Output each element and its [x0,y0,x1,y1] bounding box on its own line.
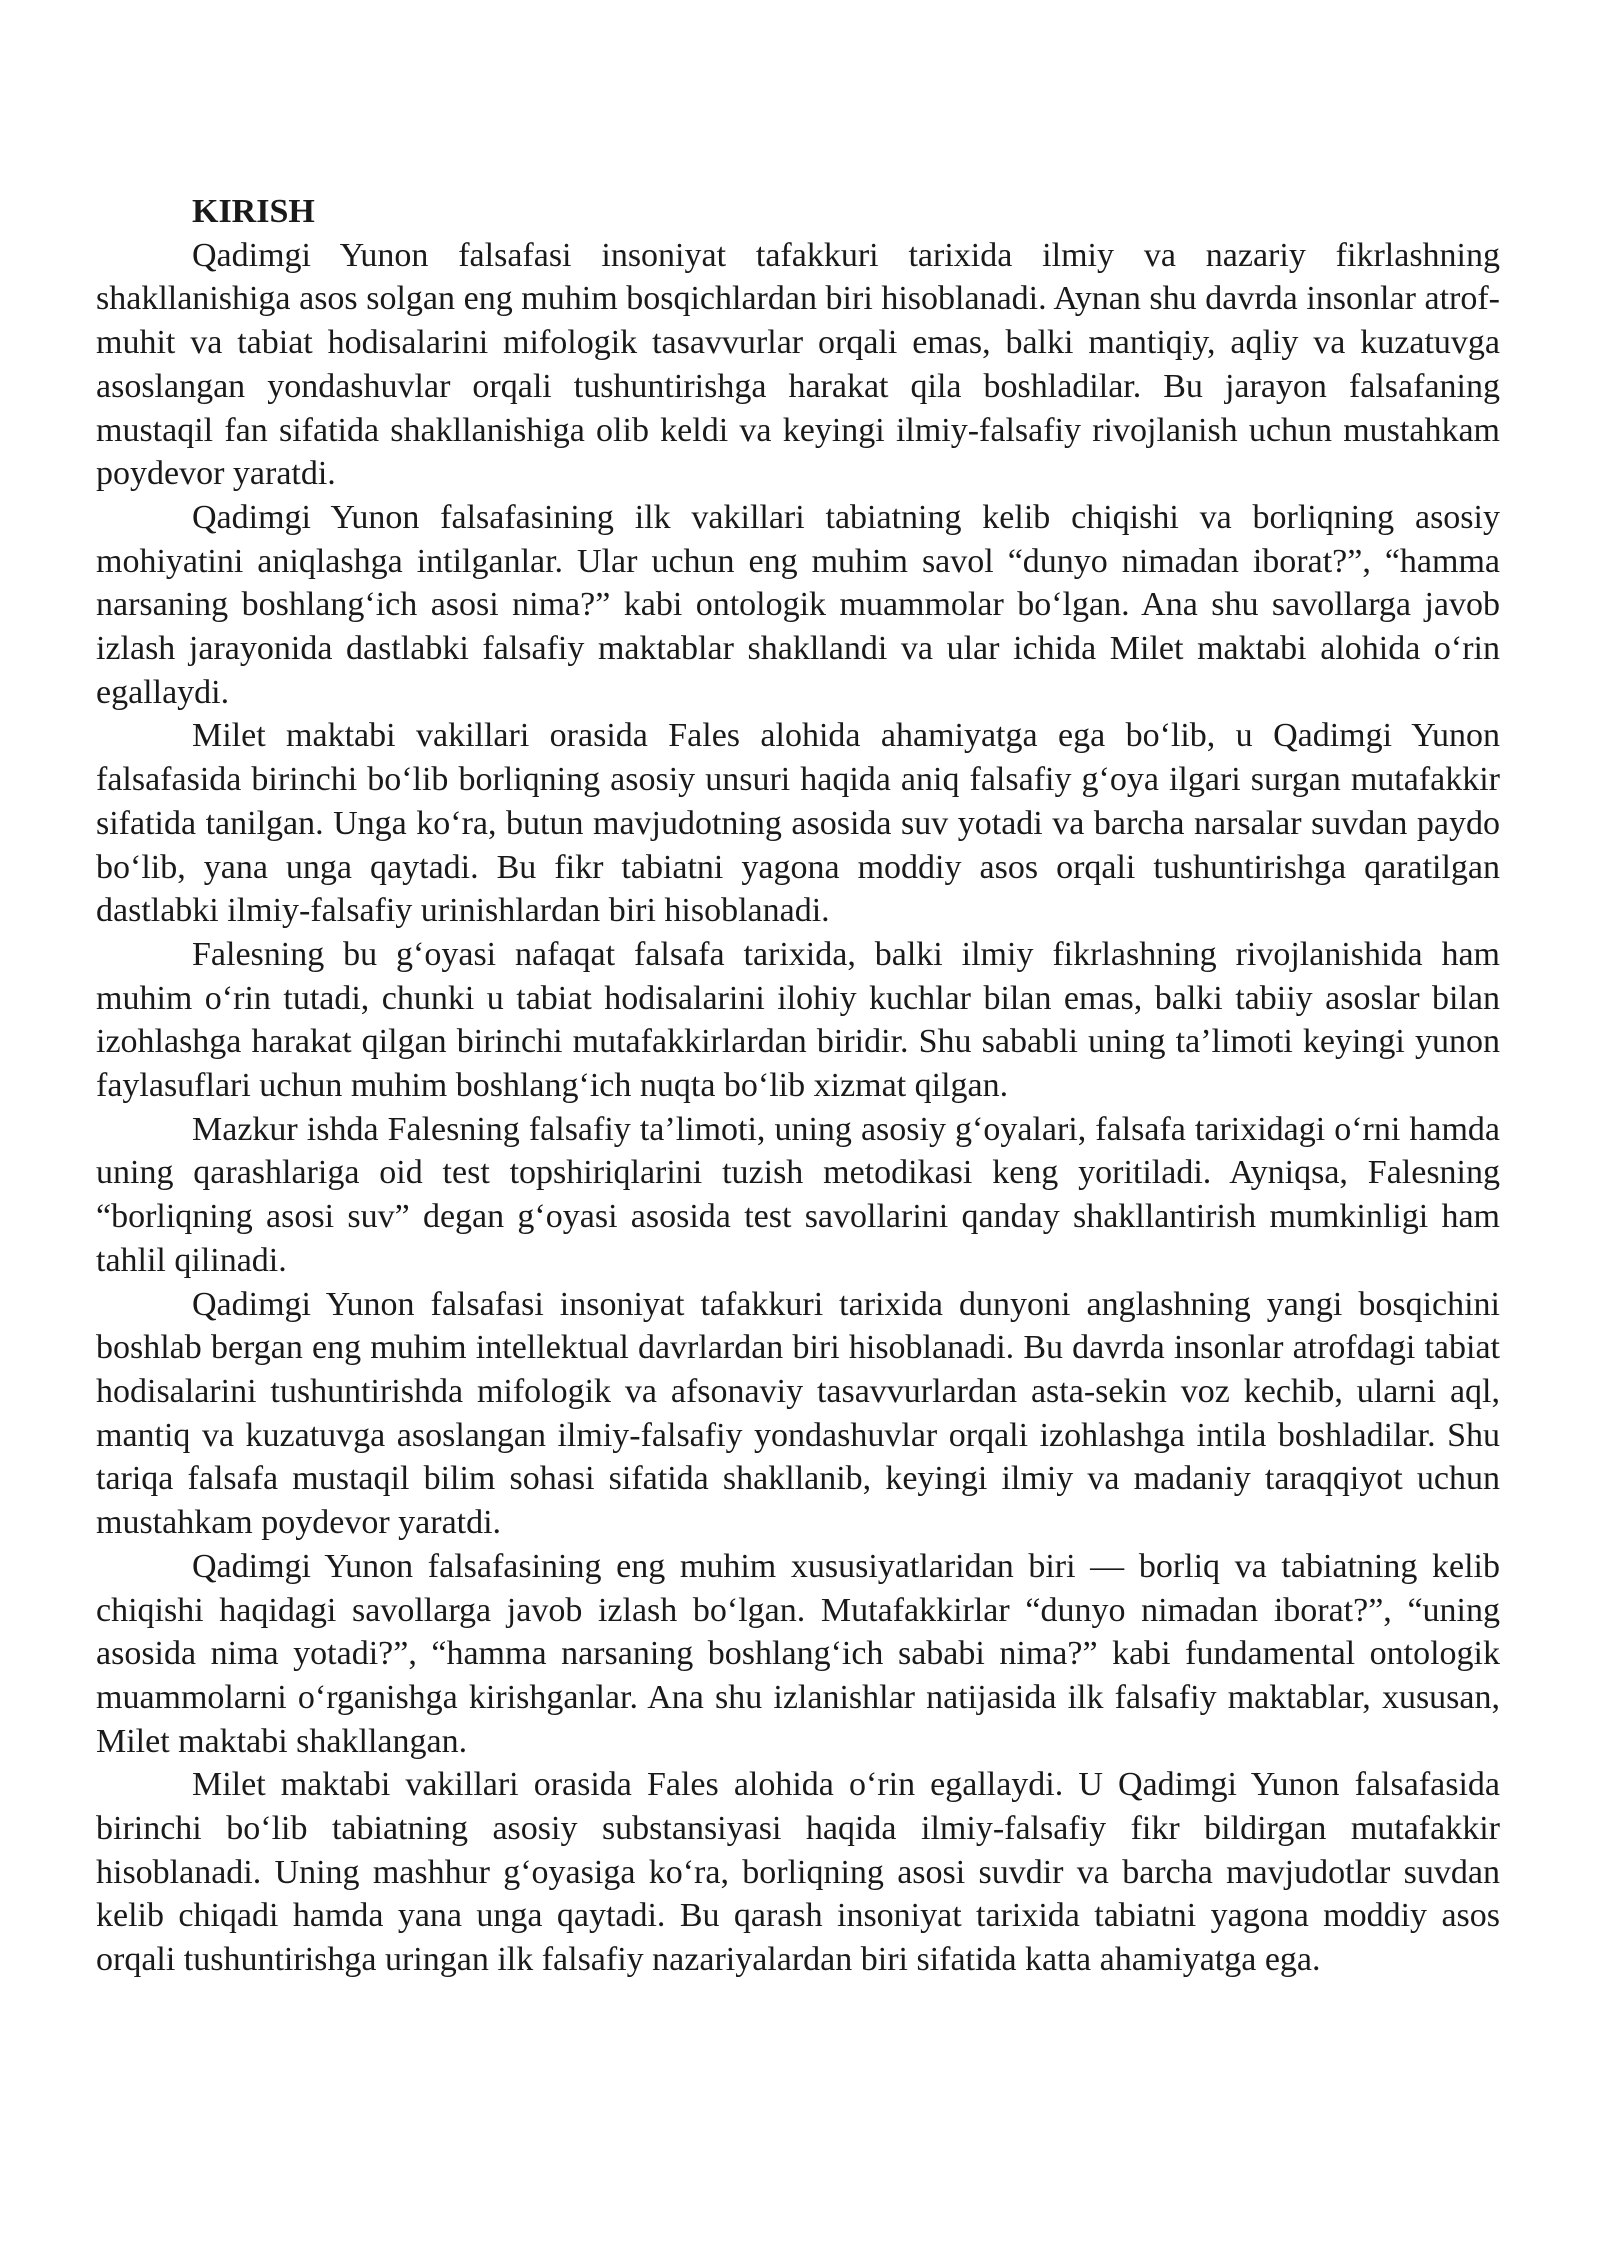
paragraph: Qadimgi Yunon falsafasining ilk vakillari tabiatning kelib chiqishi va borliqning asosiy mohiyatini aniqlashga intilganlar. Ular uchun eng muhim savol “dunyo nimadan iborat?”, “hamma narsaning boshlang‘ich asosi nima?” kabi ontologik muammolar bo‘lgan. Ana shu savollarga javob izlash jarayonida dastlabki falsafiy maktablar shakllandi va ular ichida Milet maktabi alohida o‘rin egallaydi. [96,498,1500,711]
paragraph: Qadimgi Yunon falsafasi insoniyat tafakkuri tarixida ilmiy va nazariy fikrlashning shakllanishiga asos solgan eng muhim bosqichlardan biri hisoblanadi. Aynan shu davrda insonlar atrof-muhit va tabiat hodisalarini mifologik tasavvurlar orqali emas, balki mantiqiy, aqliy va kuzatuvga asoslangan yondashuvlar orqali tushuntirishga harakat qila boshladilar. Bu jarayon falsafaning mustaqil fan sifatida shakllanishiga olib keldi va keyingi ilmiy-falsafiy rivojlanish uchun mustahkam poydevor yaratdi. [96,236,1500,493]
paragraph: Qadimgi Yunon falsafasi insoniyat tafakkuri tarixida dunyoni anglashning yangi bosqichini boshlab bergan eng muhim intellektual davrlardan biri hisoblanadi. Bu davrda insonlar atrofdagi tabiat hodisalarini tushuntirishda mifologik va afsonaviy tasavvurlardan asta-sekin voz kechib, ularni aql, mantiq va kuzatuvga asoslangan ilmiy-falsafiy yondashuvlar orqali izohlashga intila boshladilar. Shu tariqa falsafa mustaqil bilim sohasi sifatida shakllanib, keyingi ilmiy va madaniy taraqqiyot uchun mustahkam poydevor yaratdi. [96,1285,1500,1542]
paragraph: Milet maktabi vakillari orasida Fales alohida ahamiyatga ega bo‘lib, u Qadimgi Yunon falsafasida birinchi bo‘lib borliqning asosiy unsuri haqida aniq falsafiy g‘oya ilgari surgan mutafakkir sifatida tanilgan. Unga ko‘ra, butun mavjudotning asosida suv yotadi va barcha narsalar suvdan paydo bo‘lib, yana unga qaytadi. Bu fikr tabiatni yagona moddiy asos orqali tushuntirishga qaratilgan dastlabki ilmiy-falsafiy urinishlardan biri hisoblanadi. [96,717,1500,930]
section-heading: KIRISH [192,193,315,230]
document-page [96,190,1500,1982]
paragraph: Milet maktabi vakillari orasida Fales alohida o‘rin egallaydi. U Qadimgi Yunon falsafasida birinchi bo‘lib tabiatning asosiy substansiyasi haqida ilmiy-falsafiy fikr bildirgan mutafakkir hisoblanadi. Uning mashhur g‘oyasiga ko‘ra, borliqning asosi suvdir va barcha mavjudotlar suvdan kelib chiqadi hamda yana unga qaytadi. Bu qarash insoniyat tarixida tabiatni yagona moddiy asos orqali tushuntirishga uringan ilk falsafiy nazariyalardan biri sifatida katta ahamiyatga ega. [96,1766,1500,1979]
paragraph: Mazkur ishda Falesning falsafiy ta’limoti, uning asosiy g‘oyalari, falsafa tarixidagi o‘rni hamda uning qarashlariga oid test topshiriqlarini tuzish metodikasi keng yoritiladi. Ayniqsa, Falesning “borliqning asosi suv” degan g‘oyasi asosida test savollarini qanday shakllantirish mumkinligi ham tahlil qilinadi. [96,1110,1500,1279]
paragraph: Falesning bu g‘oyasi nafaqat falsafa tarixida, balki ilmiy fikrlashning rivojlanishida ham muhim o‘rin tutadi, chunki u tabiat hodisalarini ilohiy kuchlar bilan emas, balki tabiiy asoslar bilan izohlashga harakat qilgan birinchi mutafakkirlardan biridir. Shu sababli uning ta’limoti keyingi yunon faylasuflari uchun muhim boshlang‘ich nuqta bo‘lib xizmat qilgan. [96,935,1500,1105]
paragraph: Qadimgi Yunon falsafasining eng muhim xususiyatlaridan biri — borliq va tabiatning kelib chiqishi haqidagi savollarga javob izlash bo‘lgan. Mutafakkirlar “dunyo nimadan iborat?”, “uning asosida nima yotadi?”, “hamma narsaning boshlang‘ich sababi nima?” kabi fundamental ontologik muammolarni o‘rganishga kirishganlar. Ana shu izlanishlar natijasida ilk falsafiy maktablar, xususan, Milet maktabi shakllangan. [96,1547,1500,1760]
